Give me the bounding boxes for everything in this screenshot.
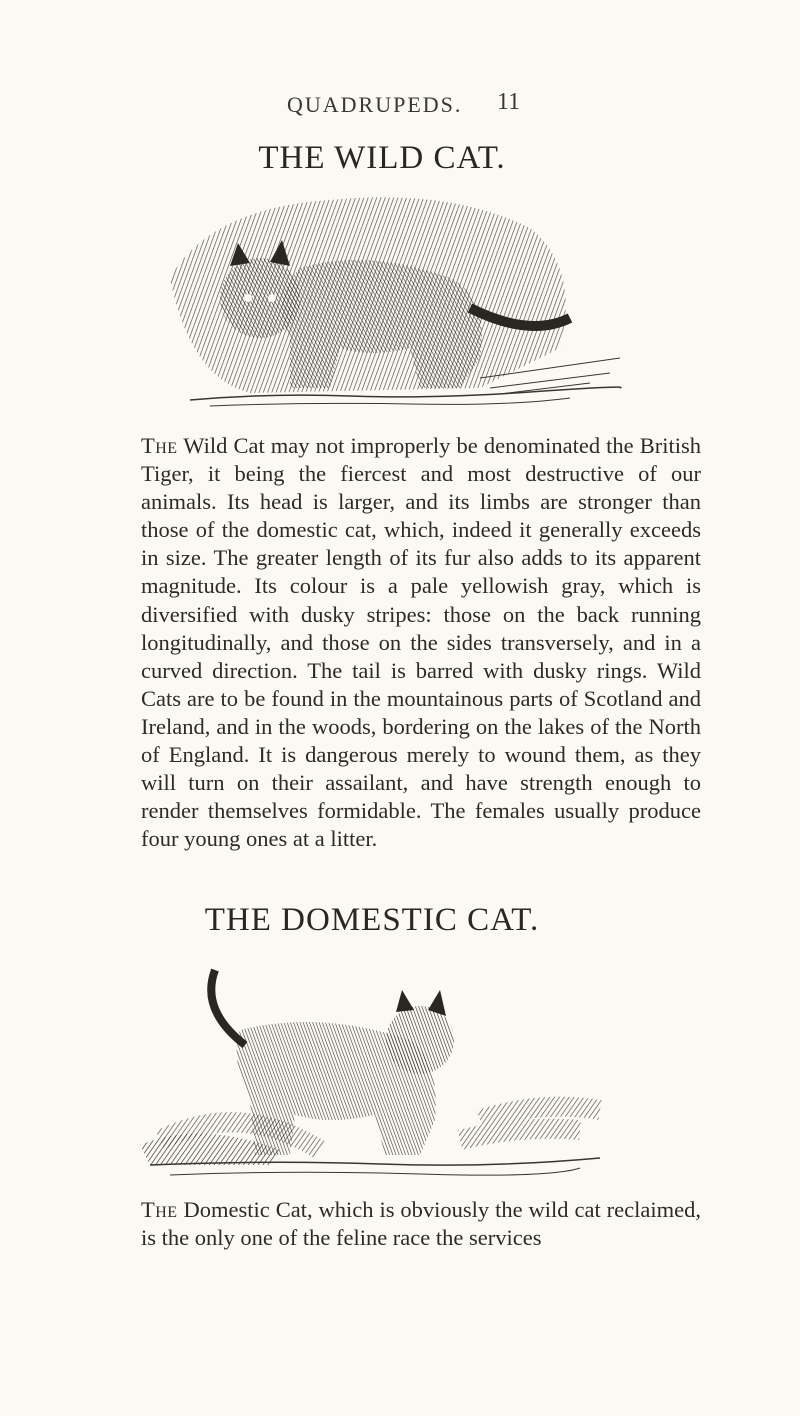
section-heading-wild-cat: THE WILD CAT. (258, 140, 506, 176)
lead-word: The (141, 1197, 178, 1222)
paragraph-text: Wild Cat may not improperly be denominated the British Tiger, it being the fiercest and most destructive of our animals. Its head is larger, and its limbs are stronger than those of the domestic cat, which, indeed it generally exceeds in size. The greater length of its fur also adds to its apparent magnitude. Its colour is a pale yellowish gray, which is diversified with dusky stripes: those on the back running longitudinally, and those on the sides transversely, and in a curved direction. The tail is barred with dusky rings. Wild Cats are to be found in the mountainous parts of Scotland and Ireland, and in the woods, bordering on the lakes of the North of England. It is dangerous merely to wound them, as they will turn on their assailant, and have strength enough to render themselves formidable. The females usually produce four young ones at a litter. (141, 433, 701, 852)
domestic-cat-illustration (120, 950, 610, 1190)
page-number: 11 (497, 89, 521, 115)
domestic-cat-paragraph (141, 1196, 701, 1252)
running-head (0, 89, 800, 122)
running-title: QUADRUPEDS. (287, 92, 463, 117)
wild-cat-illustration (150, 188, 640, 418)
paragraph-text: Domestic Cat, which is obviously the wild cat reclaimed, is the only one of the feline race the services (141, 1197, 701, 1251)
section-heading-domestic-cat: THE DOMESTIC CAT. (204, 902, 540, 938)
lead-word: The (141, 433, 178, 458)
wild-cat-paragraph (141, 432, 701, 853)
